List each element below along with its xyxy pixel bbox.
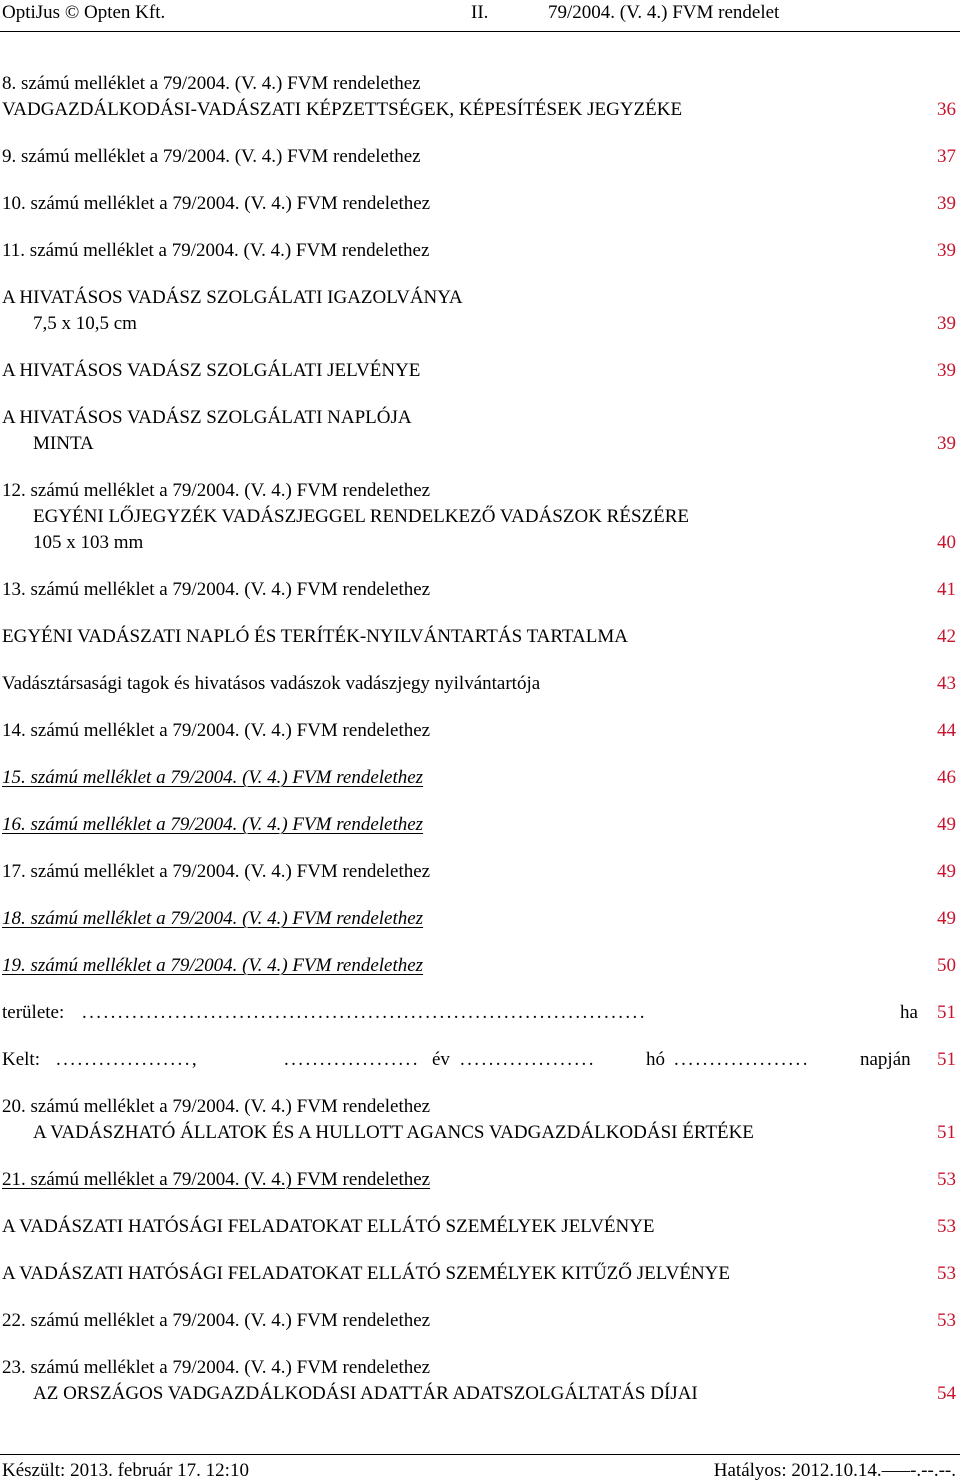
toc-entry-annex-8[interactable]: [0, 71, 960, 99]
toc-entry-title: 13. számú melléklet a 79/2004. (V. 4.) FVM rendelethez: [2, 579, 431, 600]
toc-entry-title: 9. számú melléklet a 79/2004. (V. 4.) FVM rendelethez: [2, 146, 421, 167]
toc-entry-hunting-log[interactable]: [0, 624, 960, 652]
toc-entry-annex-21[interactable]: [0, 1167, 960, 1195]
dot-leader: ...................: [674, 1049, 810, 1070]
toc-entry-title: Kelt:: [2, 1049, 40, 1070]
dot-leader: ...................,: [56, 1049, 199, 1070]
toc-entry-authority-badge[interactable]: [0, 1214, 960, 1242]
toc-entry-subtitle: 105 x 103 mm: [33, 532, 144, 553]
toc-entry-annex-23-subtitle[interactable]: [0, 1381, 960, 1409]
toc-entry-authority-pin[interactable]: [0, 1261, 960, 1289]
toc-page-number[interactable]: 53: [937, 1310, 956, 1331]
page-footer: [0, 1458, 960, 1484]
toc-entry-subtitle: EGYÉNI LŐJEGYZÉK VADÁSZJEGGEL RENDELKEZŐ VADÁSZOK RÉSZÉRE: [33, 506, 690, 527]
toc-entry-annex-22[interactable]: [0, 1308, 960, 1336]
toc-entry-title: 8. számú melléklet a 79/2004. (V. 4.) FVM rendelethez: [2, 73, 421, 94]
toc-page-number[interactable]: 49: [937, 814, 956, 835]
toc-page-number[interactable]: 39: [937, 360, 956, 381]
toc-entry-annex-19[interactable]: [0, 953, 960, 981]
toc-entry-link[interactable]: 15. számú melléklet a 79/2004. (V. 4.) FVM rendelethez: [2, 767, 424, 788]
toc-entry-title: A HIVATÁSOS VADÁSZ SZOLGÁLATI NAPLÓJA: [2, 407, 412, 428]
toc-entry-subtitle: A VADÁSZHATÓ ÁLLATOK ÉS A HULLOTT AGANCS VADGAZDÁLKODÁSI ÉRTÉKE: [33, 1122, 754, 1143]
dot-leader: ...................: [284, 1049, 420, 1070]
toc-entry-title: 20. számú melléklet a 79/2004. (V. 4.) FVM rendelethez: [2, 1096, 431, 1117]
toc-page-number[interactable]: 39: [937, 193, 956, 214]
toc-page-number[interactable]: 39: [937, 313, 956, 334]
toc-entry-annex-20-subtitle[interactable]: [0, 1120, 960, 1148]
toc-page-number[interactable]: 42: [937, 626, 956, 647]
toc-entry-logbook[interactable]: [0, 405, 960, 433]
toc-page-number[interactable]: 36: [937, 99, 956, 120]
toc-entry-id-card[interactable]: [0, 285, 960, 313]
toc-page-number[interactable]: 46: [937, 767, 956, 788]
toc-page-number[interactable]: 37: [937, 146, 956, 167]
toc-entry-date-line[interactable]: [0, 1047, 960, 1075]
toc-entry-title: A VADÁSZATI HATÓSÁGI FELADATOKAT ELLÁTÓ SZEMÉLYEK KITŰZŐ JELVÉNYE: [2, 1263, 730, 1284]
toc-entry-link[interactable]: 21. számú melléklet a 79/2004. (V. 4.) FVM rendelethez: [2, 1169, 431, 1190]
toc-entry-licence-register[interactable]: [0, 671, 960, 699]
toc-page-number[interactable]: 39: [937, 433, 956, 454]
dot-leader: ...............................................................................: [82, 1002, 647, 1023]
toc-page-number[interactable]: 53: [937, 1263, 956, 1284]
toc-entry-annex-11[interactable]: [0, 238, 960, 266]
toc-entry-logbook-sample[interactable]: [0, 431, 960, 459]
toc-entry-annex-8-subtitle[interactable]: [0, 97, 960, 125]
toc-entry-annex-10[interactable]: [0, 191, 960, 219]
toc-page-number[interactable]: 49: [937, 908, 956, 929]
toc-entry-annex-12-size[interactable]: [0, 530, 960, 558]
unit-label: ha: [900, 1002, 918, 1023]
toc-entry-annex-20[interactable]: [0, 1094, 960, 1122]
toc-entry-link[interactable]: 16. számú melléklet a 79/2004. (V. 4.) FVM rendelethez: [2, 814, 424, 835]
day-label: napján: [860, 1049, 911, 1070]
toc-entry-title: EGYÉNI VADÁSZATI NAPLÓ ÉS TERÍTÉK-NYILVÁNTARTÁS TARTALMA: [2, 626, 628, 647]
month-label: hó: [646, 1049, 665, 1070]
toc-entry-title: A VADÁSZATI HATÓSÁGI FELADATOKAT ELLÁTÓ SZEMÉLYEK JELVÉNYE: [2, 1216, 655, 1237]
toc-entry-link[interactable]: 19. számú melléklet a 79/2004. (V. 4.) FVM rendelethez: [2, 955, 424, 976]
toc-entry-title: 23. számú melléklet a 79/2004. (V. 4.) FVM rendelethez: [2, 1357, 431, 1378]
header-document-title: 79/2004. (V. 4.) FVM rendelet: [548, 2, 780, 23]
footer-created-date: Készült: 2013. február 17. 12:10: [2, 1460, 249, 1481]
toc-entry-title: 10. számú melléklet a 79/2004. (V. 4.) FVM rendelethez: [2, 193, 431, 214]
toc-entry-annex-17[interactable]: [0, 859, 960, 887]
dot-leader: ...................: [460, 1049, 596, 1070]
header-publisher: OptiJus © Opten Kft.: [2, 2, 166, 23]
toc-page-number[interactable]: 40: [937, 532, 956, 553]
toc-page-number[interactable]: 39: [937, 240, 956, 261]
toc-entry-link[interactable]: 18. számú melléklet a 79/2004. (V. 4.) FVM rendelethez: [2, 908, 424, 929]
toc-entry-annex-12-subtitle[interactable]: [0, 504, 960, 532]
toc-entry-id-card-size[interactable]: [0, 311, 960, 339]
year-label: év: [432, 1049, 450, 1070]
toc-entry-badge[interactable]: [0, 358, 960, 386]
toc-page-number[interactable]: 54: [937, 1383, 956, 1404]
toc-entry-subtitle: AZ ORSZÁGOS VADGAZDÁLKODÁSI ADATTÁR ADATSZOLGÁLTATÁS DÍJAI: [33, 1383, 698, 1404]
toc-entry-title: 14. számú melléklet a 79/2004. (V. 4.) FVM rendelethez: [2, 720, 431, 741]
toc-page-number[interactable]: 51: [937, 1049, 956, 1070]
toc-entry-annex-18[interactable]: [0, 906, 960, 934]
toc-entry-title: A HIVATÁSOS VADÁSZ SZOLGÁLATI IGAZOLVÁNYA: [2, 287, 463, 308]
toc-page-number[interactable]: 44: [937, 720, 956, 741]
toc-entry-annex-23[interactable]: [0, 1355, 960, 1383]
toc-entry-title: területe:: [2, 1002, 65, 1023]
toc-entry-title: 17. számú melléklet a 79/2004. (V. 4.) FVM rendelethez: [2, 861, 431, 882]
toc-entry-title: 22. számú melléklet a 79/2004. (V. 4.) FVM rendelethez: [2, 1310, 431, 1331]
toc-page-number[interactable]: 43: [937, 673, 956, 694]
header-part-number: II.: [471, 2, 489, 23]
toc-entry-title: VADGAZDÁLKODÁSI-VADÁSZATI KÉPZETTSÉGEK, KÉPESÍTÉSEK JEGYZÉKE: [2, 99, 683, 120]
footer-rule: [0, 1454, 960, 1455]
toc-entry-area[interactable]: [0, 1000, 960, 1028]
toc-entry-annex-15[interactable]: [0, 765, 960, 793]
toc-page-number[interactable]: 51: [937, 1002, 956, 1023]
toc-entry-annex-14[interactable]: [0, 718, 960, 746]
toc-page-number[interactable]: 53: [937, 1216, 956, 1237]
toc-page-number[interactable]: 41: [937, 579, 956, 600]
toc-entry-title: Vadásztársasági tagok és hivatásos vadászok vadászjegy nyilvántartója: [2, 673, 541, 694]
toc-entry-annex-12[interactable]: [0, 478, 960, 506]
toc-entry-title: A HIVATÁSOS VADÁSZ SZOLGÁLATI JELVÉNYE: [2, 360, 421, 381]
toc-page-number[interactable]: 53: [937, 1169, 956, 1190]
toc-entry-annex-13[interactable]: [0, 577, 960, 605]
toc-entry-annex-9[interactable]: [0, 144, 960, 172]
toc-entry-subtitle: MINTA: [33, 433, 94, 454]
toc-page-number[interactable]: 51: [937, 1122, 956, 1143]
toc-entry-title: 12. számú melléklet a 79/2004. (V. 4.) FVM rendelethez: [2, 480, 431, 501]
footer-effective-date: Hatályos: 2012.10.14.–––-.--.--.: [713, 1460, 956, 1481]
toc-entry-title: 11. számú melléklet a 79/2004. (V. 4.) FVM rendelethez: [2, 240, 430, 261]
toc-page-number[interactable]: 49: [937, 861, 956, 882]
toc-page-number[interactable]: 50: [937, 955, 956, 976]
toc-entry-annex-16[interactable]: [0, 812, 960, 840]
toc-entry-subtitle: 7,5 x 10,5 cm: [33, 313, 137, 334]
